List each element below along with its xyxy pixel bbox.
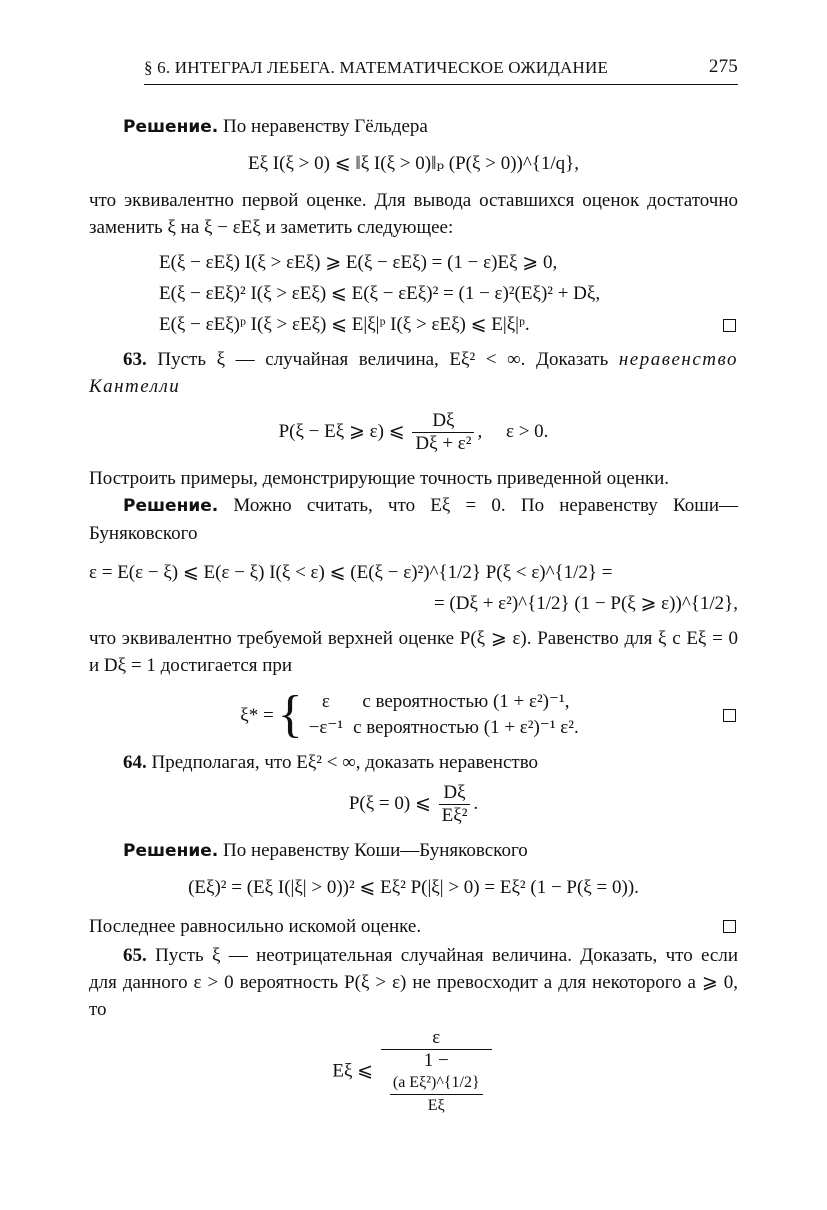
cases-equation (89, 686, 738, 743)
eq-left: P(ξ = 0) ⩽ (348, 792, 431, 814)
case-row (307, 689, 587, 715)
equation-chain (89, 557, 738, 619)
case-value: ε (321, 691, 330, 712)
holder-equation: Eξ I(ξ > 0) ⩽ ‖ξ I(ξ > 0)‖ₚ (P(ξ > 0))^{1/q}, (247, 153, 580, 174)
equation-text: E(ξ − εEξ)ᵖ I(ξ > εEξ) ⩽ E|ξ|ᵖ I(ξ > εEξ) ⩽ E|ξ|ᵖ. (159, 314, 530, 335)
page (89, 56, 738, 1117)
paragraph: Построить примеры, демонстрирующие точность приведенной оценки. (89, 468, 670, 489)
equation-block (89, 247, 738, 340)
problem-text: Предполагая, что Eξ² < ∞, доказать неравенство (151, 752, 539, 773)
problem-64 (89, 749, 738, 776)
nested-numerator: (a Eξ²)^{1/2} (392, 1074, 480, 1091)
problem-63 (89, 346, 738, 400)
problem-text: Пусть ξ — неотрицательная случайная величина. Доказать, что если для данного ε > 0 вероятность P(ξ > ε) не превосходит a для некоторого a ⩾ 0, то (89, 945, 738, 1020)
nested-denominator: Eξ (390, 1094, 483, 1117)
left-brace-icon: { (277, 686, 303, 743)
cantelli-inequality (89, 410, 738, 455)
solution-text: Можно считать, что Eξ = 0. По неравенству Коши—Буняковского (89, 495, 739, 544)
paragraph: что эквивалентно первой оценке. Для вывода оставшихся оценок достаточно заменить ξ на ξ − εEξ и заметить следующее: (89, 190, 738, 238)
solution-63 (89, 492, 738, 547)
case-condition: с вероятностью (1 + ε²)⁻¹ ε². (353, 717, 579, 738)
problem-number: 64. (123, 752, 147, 773)
fraction-denominator (381, 1049, 492, 1117)
nested-fraction (387, 1072, 486, 1117)
solution-label: Решение. (123, 117, 219, 137)
fraction-numerator: ε (432, 1027, 441, 1048)
fraction (439, 782, 471, 827)
final-inequality (89, 1027, 738, 1117)
solution-label: Решение. (123, 496, 219, 516)
emphasis: неравенство Кантелли (89, 349, 738, 397)
denominator-prefix: 1 − (423, 1050, 449, 1071)
equation-line: ε = E(ε − ξ) ⩽ E(ε − ξ) I(ξ < ε) ⩽ (E(ξ − ε)²)^{1/2} P(ξ < ε)^{1/2} = (89, 562, 613, 583)
problem-number: 65. (123, 945, 147, 966)
solution-intro (89, 113, 738, 141)
cases-block (240, 686, 586, 743)
problem-65 (89, 942, 738, 1023)
paragraph: Последнее равносильно искомой оценке. (89, 916, 422, 937)
equation-line: E(ξ − εEξ)² I(ξ > εEξ) ⩽ E(ξ − εEξ)² = (1 − ε)²(Eξ)² + Dξ, (159, 283, 601, 304)
fraction (381, 1027, 492, 1117)
solution-text: По неравенству Гёльдера (222, 116, 428, 137)
case-condition: с вероятностью (1 + ε²)⁻¹, (362, 691, 570, 712)
solution-64 (89, 837, 738, 865)
qed-square-icon (723, 920, 736, 933)
equation-line: = (Dξ + ε²)^{1/2} (1 − P(ξ ⩾ ε))^{1/2}, (433, 593, 738, 614)
fraction (412, 410, 474, 455)
problem-text: Пусть ξ — случайная величина, Eξ² < ∞. Доказать (157, 349, 609, 370)
eq-right: , ε > 0. (477, 420, 549, 442)
inequality: P(ξ = 0) ⩽ $\frac{D\xi}{\text{Eξ²}}$ . (348, 782, 479, 826)
conclusion-line (89, 911, 738, 942)
page-number: 275 (708, 56, 738, 77)
cauchy-equation: (Eξ)² = (Eξ I(|ξ| > 0))² ⩽ Eξ² P(|ξ| > 0) = Eξ² (1 − P(ξ = 0)). (188, 877, 639, 898)
case-row (307, 715, 587, 741)
solution-text: По неравенству Коши—Буняковского (222, 840, 528, 861)
fraction-denominator: Dξ + ε² (412, 432, 474, 455)
cases-table (307, 689, 587, 741)
running-header (144, 56, 738, 85)
equation-line: E(ξ − εEξ) I(ξ > εEξ) ⩾ E(ξ − εEξ) = (1 − ε)Eξ ⩾ 0, (159, 252, 558, 273)
solution-label: Решение. (123, 841, 219, 861)
cases-lhs: ξ* = (240, 704, 274, 726)
qed-square-icon (723, 709, 736, 722)
fraction-numerator: Dξ (432, 410, 455, 431)
header-title: § 6. ИНТЕГРАЛ ЛЕБЕГА. МАТЕМАТИЧЕСКОЕ ОЖИДАНИЕ (144, 58, 609, 77)
case-value: −ε⁻¹ (308, 717, 344, 738)
fraction-denominator: Eξ² (439, 804, 471, 827)
equation-line (159, 309, 738, 340)
eq-left: Eξ ⩽ (332, 1060, 374, 1082)
qed-square-icon (723, 319, 736, 332)
paragraph: что эквивалентно требуемой верхней оценке P(ξ ⩾ ε). Равенство для ξ с Eξ = 0 и Dξ = 1 достигается при (89, 628, 738, 676)
problem-number: 63. (123, 349, 147, 370)
fraction-numerator: Dξ (443, 782, 466, 803)
eq-left: P(ξ − Eξ ⩾ ε) ⩽ (278, 420, 405, 442)
